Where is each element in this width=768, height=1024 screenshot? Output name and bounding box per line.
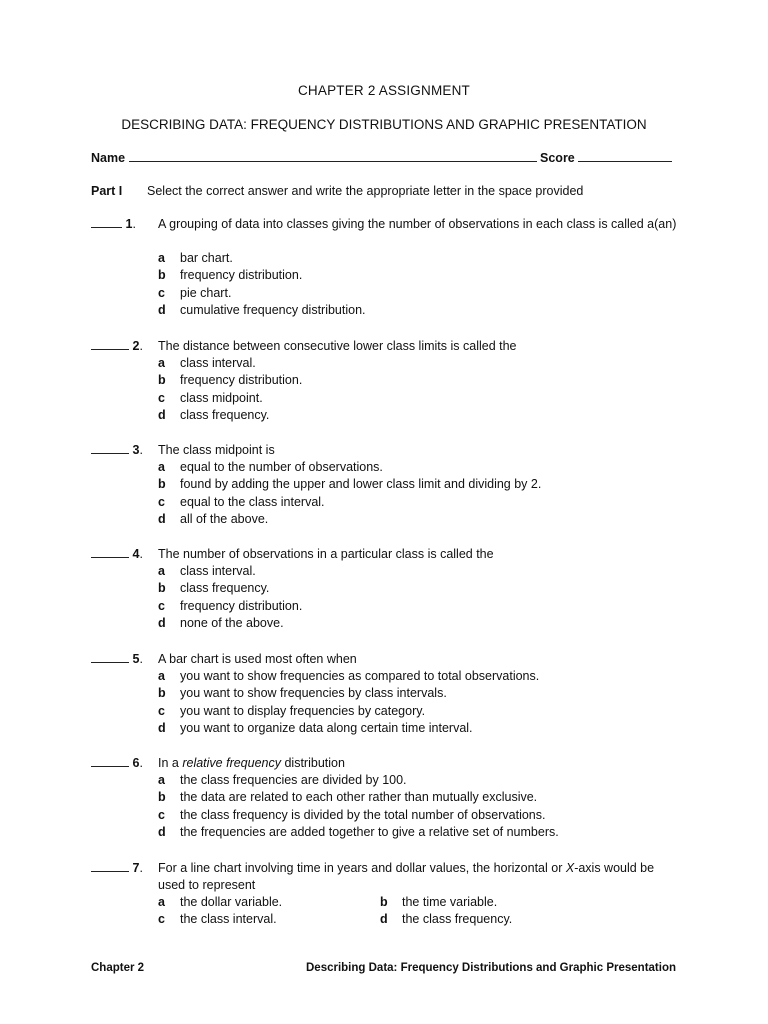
part-header: [91, 184, 691, 198]
question-stem: The distance between consecutive lower class limits is called the: [158, 339, 517, 353]
option-a: a class interval.: [158, 356, 256, 370]
page-footer: [91, 962, 676, 974]
question-6: 6. In a relative frequency distribution a the class frequencies are divided by 100. b the data are related to each other rather than mutually exclusive. c the class frequency is divided by the total number of observations. d the frequencies are added together to give a relative set of numbers.: [91, 755, 691, 842]
question-number: 7: [132, 861, 140, 875]
option-b: b found by adding the upper and lower class limit and dividing by 2.: [158, 477, 542, 492]
option-b: b the data are related to each other rather than mutually exclusive.: [158, 790, 538, 805]
question-5: 5. A bar chart is used most often when a you want to show frequencies as compared to total observations. b you want to show frequencies by class intervals. c you want to display frequencies by category. d you want to organize data along certain time interval.: [91, 651, 691, 738]
name-label: Name: [91, 151, 126, 165]
option-b: b class frequency.: [158, 581, 270, 596]
option-d: d the class frequency.: [380, 912, 513, 927]
question-1: 1. A grouping of data into classes giving the number of observations in each class is called a(an) a bar chart. b frequency distribution. c pie chart. d cumulative frequency distribution.: [91, 216, 691, 320]
question-7: 7. For a line chart involving time in years and dollar values, the horizontal or X-axis would be used to represent a the dollar variable. b the time variable. c the class interval. d the class frequency.: [91, 860, 691, 929]
option-a: a you want to show frequencies as compared to total observations.: [158, 669, 540, 683]
option-d: d cumulative frequency distribution.: [158, 303, 366, 318]
option-c: c the class interval.: [158, 912, 277, 927]
name-score-row: [91, 150, 681, 165]
score-label: Score: [540, 151, 575, 165]
option-d: d you want to organize data along certain time interval.: [158, 721, 473, 736]
option-d: d the frequencies are added together to give a relative set of numbers.: [158, 825, 559, 840]
question-stem: For a line chart involving time in years and dollar values, the horizontal or X-axis would be used to represent: [158, 861, 655, 892]
option-c: c you want to display frequencies by category.: [158, 703, 426, 718]
option-d: d class frequency.: [158, 408, 270, 423]
option-a: a the class frequencies are divided by 100.: [158, 773, 407, 787]
question-stem: The number of observations in a particular class is called the: [158, 547, 494, 561]
part-label: Part I: [91, 184, 123, 198]
answer-blank-6[interactable]: [91, 755, 129, 767]
answer-blank-4[interactable]: [91, 546, 129, 558]
score-field[interactable]: [578, 150, 672, 162]
footer-chapter: Chapter 2: [91, 962, 145, 974]
answer-blank-1[interactable]: [91, 216, 122, 228]
answer-blank-3[interactable]: [91, 442, 129, 454]
page-title: CHAPTER 2 ASSIGNMENT: [297, 83, 471, 98]
option-a: a equal to the number of observations.: [158, 460, 383, 474]
answer-blank-2[interactable]: [91, 338, 129, 350]
question-2: 2. The distance between consecutive lower class limits is called the a class interval. b frequency distribution. c class midpoint. d class frequency.: [91, 338, 691, 425]
question-number: 4: [132, 547, 140, 561]
name-field[interactable]: [129, 150, 537, 162]
answer-blank-5[interactable]: [91, 651, 129, 663]
answer-blank-7[interactable]: [91, 860, 129, 872]
option-a: a the dollar variable.: [158, 895, 283, 909]
option-c: c equal to the class interval.: [158, 494, 325, 509]
option-a: a bar chart.: [158, 251, 233, 265]
option-c: c the class frequency is divided by the total number of observations.: [158, 807, 546, 822]
option-b: b the time variable.: [380, 895, 498, 909]
question-number: 6: [132, 756, 140, 770]
part-instruction: Select the correct answer and write the appropriate letter in the space provided: [147, 184, 584, 198]
option-c: c class midpoint.: [158, 390, 263, 405]
question-number: 5: [132, 652, 140, 666]
page-subtitle: DESCRIBING DATA: FREQUENCY DISTRIBUTIONS AND GRAPHIC PRESENTATION: [121, 117, 647, 132]
option-b: b frequency distribution.: [158, 268, 303, 283]
option-d: d none of the above.: [158, 616, 284, 631]
question-stem: A grouping of data into classes giving the number of observations in each class is called a(an): [158, 217, 677, 231]
option-c: c frequency distribution.: [158, 598, 303, 613]
option-a: a class interval.: [158, 564, 256, 578]
option-b: b you want to show frequencies by class intervals.: [158, 686, 447, 701]
question-stem: The class midpoint is: [158, 443, 275, 457]
option-b: b frequency distribution.: [158, 373, 303, 388]
question-number: 3: [132, 443, 140, 457]
footer-title: Describing Data: Frequency Distributions and Graphic Presentation: [306, 962, 676, 974]
question-3: 3. The class midpoint is a equal to the number of observations. b found by adding the upper and lower class limit and dividing by 2. c equal to the class interval. d all of the above.: [91, 442, 691, 529]
question-number: 1: [125, 217, 133, 231]
question-stem: In a relative frequency distribution: [158, 756, 345, 770]
question-stem: A bar chart is used most often when: [158, 652, 357, 666]
question-number: 2: [132, 339, 140, 353]
question-4: 4. The number of observations in a particular class is called the a class interval. b class frequency. c frequency distribution. d none of the above.: [91, 546, 691, 633]
option-d: d all of the above.: [158, 512, 269, 527]
option-c: c pie chart.: [158, 285, 232, 300]
